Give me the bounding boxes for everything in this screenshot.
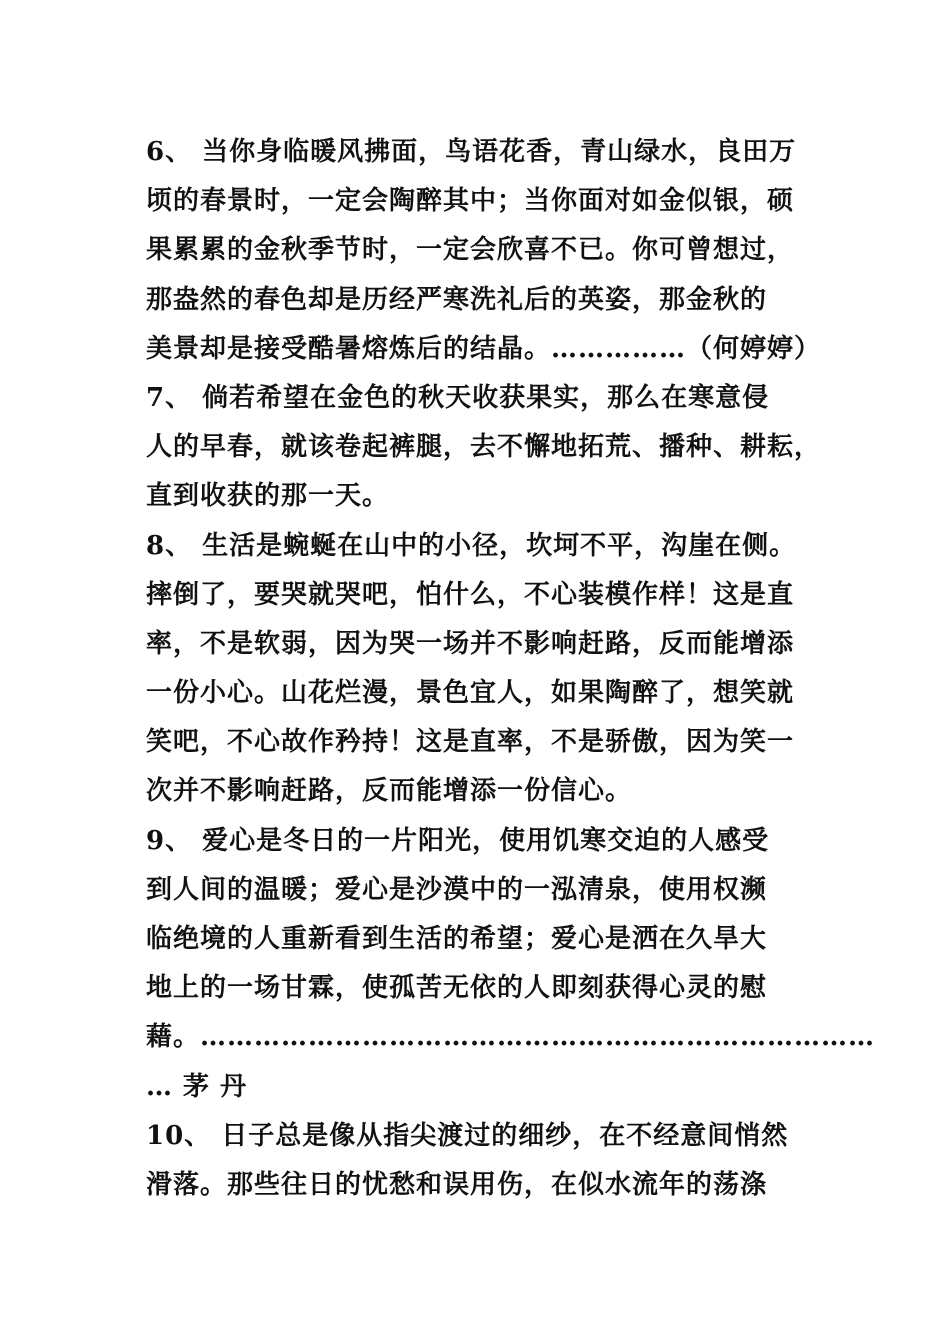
text-line: 滑落。那些往日的忧愁和误用伤，在似水流年的荡涤 — [146, 1169, 768, 1200]
text-line: 直到收获的那一天。 — [146, 481, 390, 512]
text-line: 率，不是软弱，因为哭一场并不影响赶路，反而能增添 — [146, 628, 795, 659]
text-line: 到人间的温暖；爱心是沙漠中的一泓清泉，使用权濒 — [146, 874, 768, 905]
text-line: 9、 爱心是冬日的一片阳光，使用饥寒交迫的人感受 — [146, 825, 770, 856]
text-line: 那盎然的春色却是历经严寒洗礼后的英姿，那金秋的 — [146, 284, 768, 315]
text-line: 笑吧，不心故作矜持！这是直率，不是骄傲，因为笑一 — [146, 727, 795, 758]
text-line: 一份小心。山花烂漫，景色宜人，如果陶醉了，想笑就 — [146, 678, 795, 709]
text-line: 人的早春，就该卷起裤腿，去不懈地拓荒、播种、耕耘， — [146, 432, 822, 463]
text-line: 7、 倘若希望在金色的秋天收获果实，那么在寒意侵 — [146, 382, 770, 413]
text-line: 美景却是接受酷暑熔炼后的结晶。……………（何婷婷） — [146, 333, 822, 364]
text-line: 6、 当你身临暖风拂面，鸟语花香，青山绿水，良田万 — [146, 137, 797, 167]
text-line: … 茅 丹 — [146, 1071, 248, 1102]
text-line: 临绝境的人重新看到生活的希望；爱心是洒在久旱大 — [146, 924, 768, 954]
text-line: 藉。………………………………………………………………… — [146, 1022, 876, 1053]
text-line: 地上的一场甘霖，使孤苦无依的人即刻获得心灵的慰 — [146, 973, 768, 1004]
text-line: 10、 日子总是像从指尖渡过的细纱，在不经意间悄然 — [146, 1120, 789, 1151]
body-text — [146, 128, 876, 1210]
text-line: 顷的春景时，一定会陶醉其中；当你面对如金似银，硕 — [146, 186, 795, 217]
text-line: 果累累的金秋季节时，一定会欣喜不已。你可曾想过， — [146, 235, 795, 266]
text-line: 摔倒了，要哭就哭吧，怕什么，不心装模作样！这是直 — [146, 579, 795, 610]
text-line: 8、 生活是蜿蜒在山中的小径，坎坷不平，沟崖在侧。 — [146, 530, 797, 561]
text-line: 次并不影响赶路，反而能增添一份信心。 — [146, 776, 633, 807]
